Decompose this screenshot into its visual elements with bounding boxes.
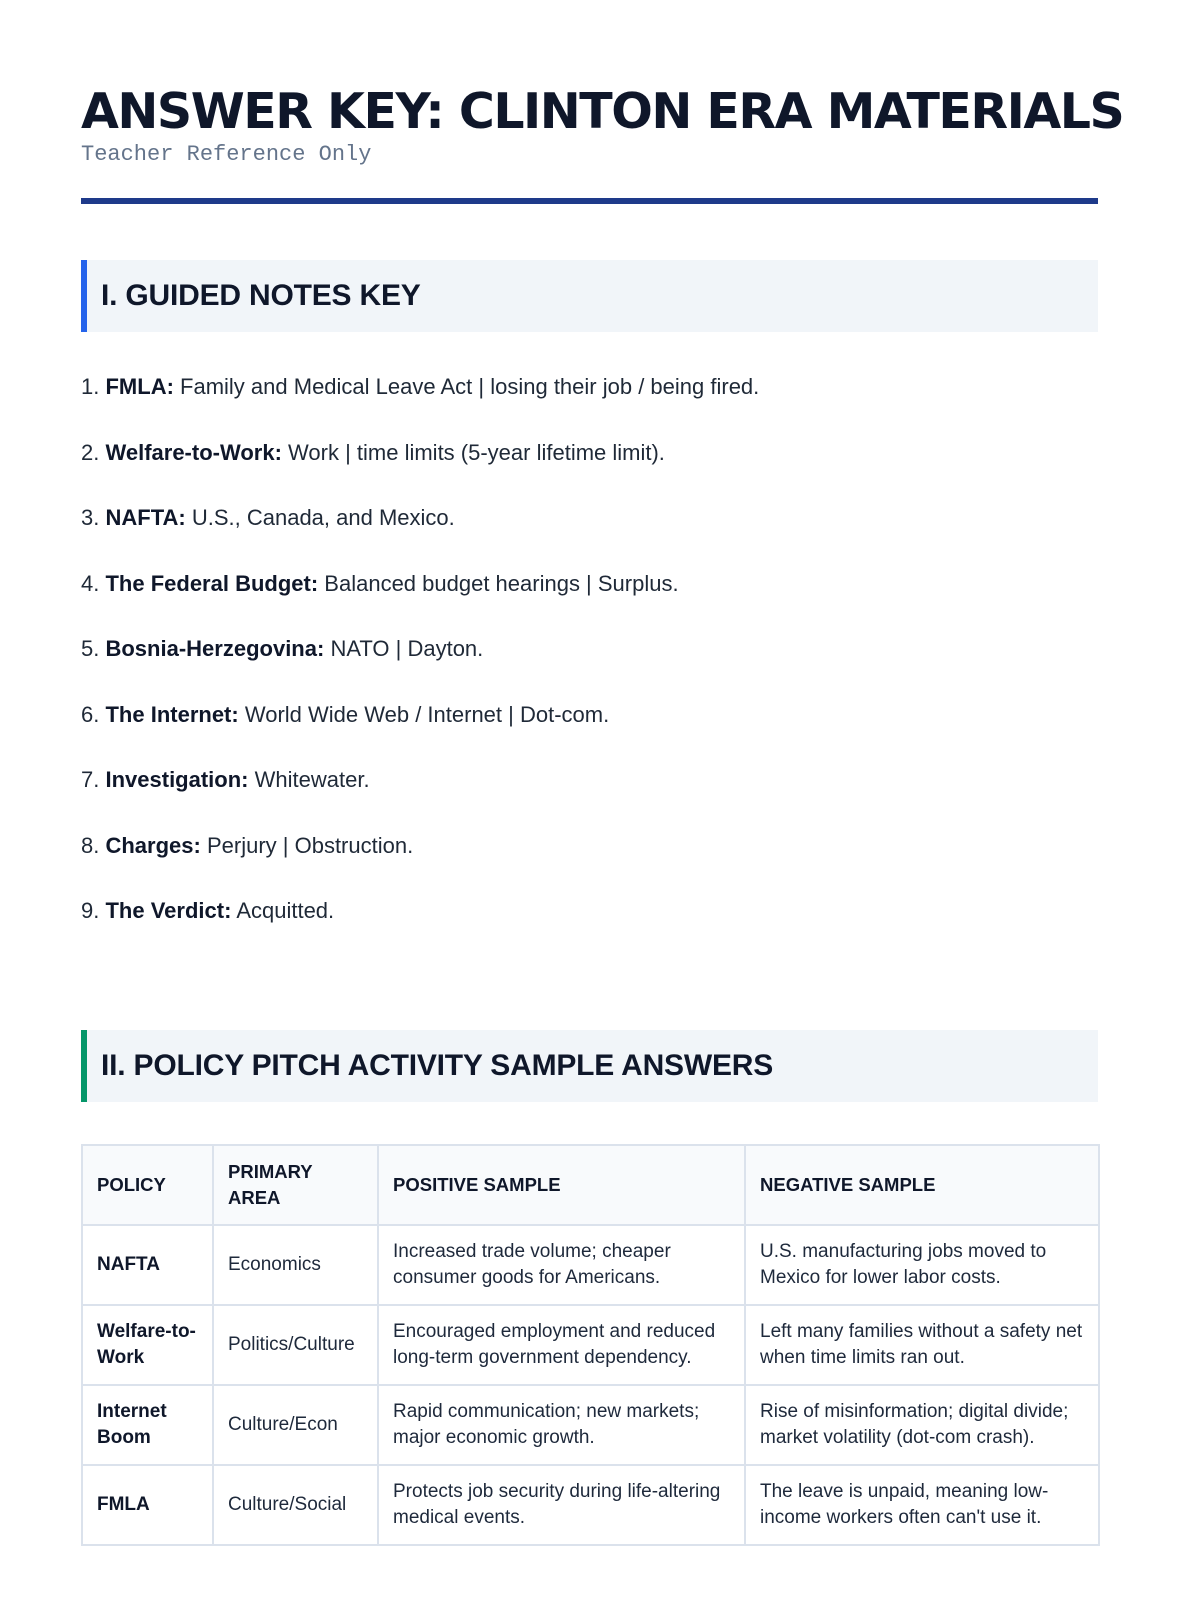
note-answer: Family and Medical Leave Act | losing their job / being fired. (180, 374, 760, 399)
note-number: 1. (81, 374, 100, 399)
table-row (82, 1305, 1099, 1385)
note-number: 5. (81, 636, 100, 661)
policy-pitch-section-header (81, 1030, 1098, 1102)
note-item (81, 503, 1098, 569)
positive-sample-cell: Increased trade volume; cheaper consumer goods for Americans. (378, 1225, 745, 1305)
note-number: 6. (81, 701, 100, 727)
policy-pitch-heading: II. POLICY PITCH ACTIVITY SAMPLE ANSWERS (101, 1048, 774, 1082)
column-header-primary-area: PRIMARY AREA (213, 1145, 378, 1225)
policy-pitch-table (81, 1144, 1100, 1546)
positive-sample-cell: Rapid communication; new markets; major economic growth. (378, 1385, 745, 1465)
note-term: Welfare-to-Work: (105, 439, 282, 465)
note-item (81, 896, 1098, 962)
positive-sample-cell: Protects job security during life-altering medical events. (378, 1465, 745, 1545)
negative-sample-cell: The leave is unpaid, meaning low-income workers often can't use it. (745, 1465, 1099, 1545)
primary-area-cell: Politics/Culture (213, 1305, 378, 1385)
note-item (81, 372, 1098, 438)
note-term: Charges: (105, 832, 201, 858)
note-answer: Balanced budget hearings | Surplus. (324, 570, 679, 596)
note-number: 4. (81, 570, 100, 596)
note-answer: Acquitted. (236, 898, 335, 923)
note-term: Investigation: (105, 767, 249, 792)
column-header-negative-sample: NEGATIVE SAMPLE (745, 1145, 1099, 1225)
note-term: NAFTA: (105, 505, 186, 530)
negative-sample-cell: Rise of misinformation; digital divide; market volatility (dot-com crash). (745, 1385, 1099, 1465)
note-term: The Verdict: (105, 898, 232, 923)
guided-notes-section-header (81, 260, 1098, 332)
table-row (82, 1385, 1099, 1465)
guided-notes-heading: I. GUIDED NOTES KEY (101, 279, 421, 312)
policy-cell: Internet Boom (82, 1385, 213, 1465)
note-term: The Federal Budget: (105, 570, 319, 596)
table-header-row (82, 1145, 1099, 1225)
note-number: 2. (81, 439, 100, 465)
table-row (82, 1225, 1099, 1305)
policy-cell: FMLA (82, 1465, 213, 1545)
policy-cell: NAFTA (82, 1225, 213, 1305)
note-term: The Internet: (105, 701, 239, 727)
note-answer: Perjury | Obstruction. (206, 832, 414, 858)
note-item (81, 765, 1098, 831)
note-number: 8. (81, 832, 100, 858)
negative-sample-cell: Left many families without a safety net when time limits ran out. (745, 1305, 1099, 1385)
guided-notes-list (81, 372, 1098, 962)
page-subtitle: Teacher Reference Only (81, 142, 372, 167)
primary-area-cell: Culture/Econ (213, 1385, 378, 1465)
table-row (82, 1465, 1099, 1545)
column-header-positive-sample: POSITIVE SAMPLE (378, 1145, 745, 1225)
note-answer: NATO | Dayton. (330, 636, 484, 661)
page-title: ANSWER KEY: CLINTON ERA MATERIALS (81, 83, 1124, 140)
header-divider (81, 198, 1098, 204)
negative-sample-cell: U.S. manufacturing jobs moved to Mexico for lower labor costs. (745, 1225, 1099, 1305)
note-item (81, 634, 1098, 700)
note-item (81, 438, 1098, 504)
note-answer: Whitewater. (254, 767, 370, 792)
note-number: 7. (81, 767, 100, 792)
note-item (81, 831, 1098, 897)
note-item (81, 700, 1098, 766)
primary-area-cell: Economics (213, 1225, 378, 1305)
note-term: Bosnia-Herzegovina: (105, 636, 325, 661)
positive-sample-cell: Encouraged employment and reduced long-term government dependency. (378, 1305, 745, 1385)
note-answer: World Wide Web / Internet | Dot-com. (244, 701, 610, 727)
note-answer: U.S., Canada, and Mexico. (191, 505, 455, 530)
note-term: FMLA: (105, 374, 174, 399)
note-item (81, 569, 1098, 635)
policy-cell: Welfare-to-Work (82, 1305, 213, 1385)
primary-area-cell: Culture/Social (213, 1465, 378, 1545)
note-number: 3. (81, 505, 100, 530)
note-number: 9. (81, 898, 100, 923)
column-header-policy: POLICY (82, 1145, 213, 1225)
note-answer: Work | time limits (5-year lifetime limit). (288, 439, 665, 465)
